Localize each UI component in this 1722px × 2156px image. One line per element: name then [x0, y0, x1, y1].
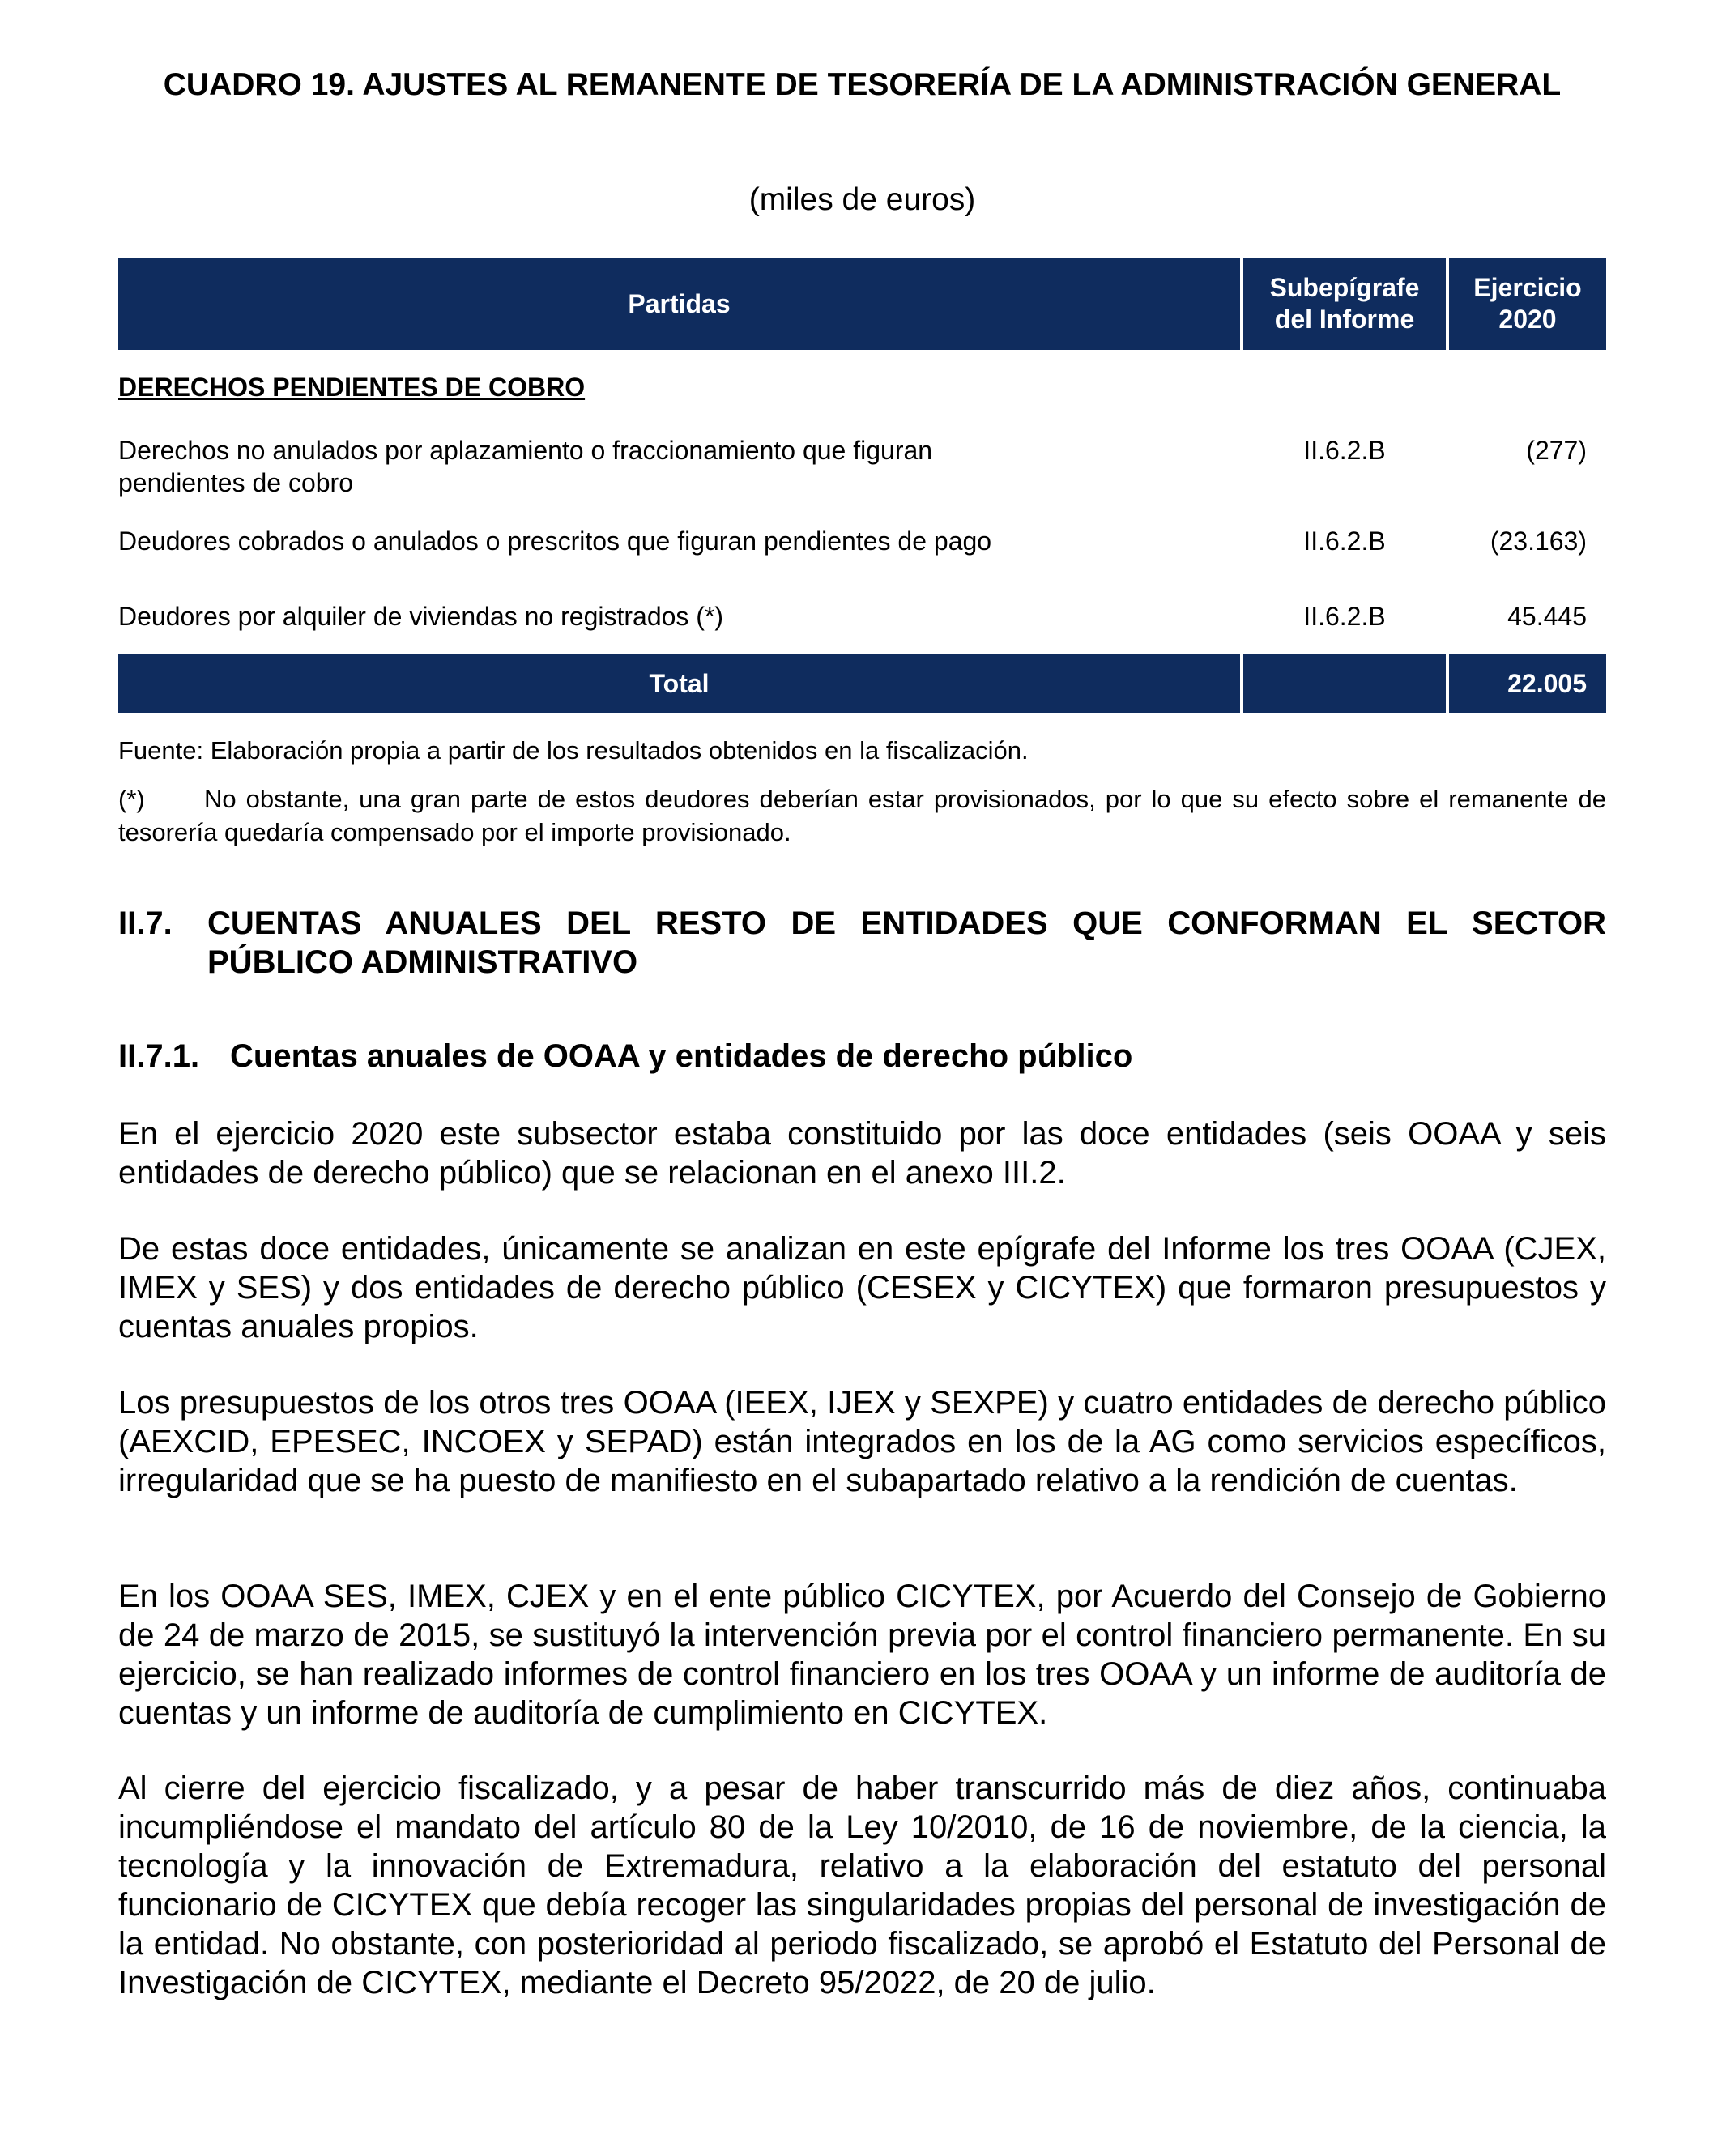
table-row-2-value: (23.163): [1490, 526, 1587, 556]
subsection-title: Cuentas anuales de OOAA y entidades de derecho público: [230, 1038, 1133, 1074]
table-header-subepigrafe-label: Subepígrafe del Informe: [1269, 273, 1420, 334]
section-title-line2: PÚBLICO ADMINISTRATIVO: [207, 944, 638, 980]
table-row-1-value: (277): [1526, 436, 1587, 465]
table-row-2-description: Deudores cobrados o anulados o prescritos que figuran pendientes de pago: [118, 526, 992, 556]
table-header-ejercicio: [1449, 258, 1606, 350]
table-footnote: [118, 782, 1606, 849]
paragraph-1: En el ejercicio 2020 este subsector estaba constituido por las doce entidades (seis OOAA y seis entidades de derecho público) que se relacionan en el anexo III.2.: [118, 1116, 1606, 1191]
table-row-2-ref: II.6.2.B: [1303, 526, 1386, 556]
section-heading: [118, 904, 1606, 982]
paragraph-5: Al cierre del ejercicio fiscalizado, y a pesar de haber transcurrido más de diez años, continuaba incumpliéndose el mandato del artículo 80 de la Ley 10/2010, de 16 de noviembre, de la ciencia, la tecnología y la innovación de Extremadura, relativo a la elaboración del estatuto del personal funcionario de CICYTEX que debía recoger las singularidades propias del personal de investigación de la entidad. No obstante, con posterioridad al periodo fiscalizado, se aprobó el Estatuto del Personal de Investigación de CICYTEX, mediante el Decreto 95/2022, de 20 de julio.: [118, 1770, 1606, 2000]
table-total-label: Total: [118, 654, 1240, 713]
table-row-1-description: Derechos no anulados por aplazamiento o fraccionamiento que figuran pendientes de cobro: [118, 436, 933, 497]
table-row-3-value: 45.445: [1507, 602, 1587, 631]
paragraph-3: Los presupuestos de los otros tres OOAA (IEEX, IJEX y SEXPE) y cuatro entidades de derecho público (AEXCID, EPESEC, INCOEX y SEPAD) están integrados en los de la AG como servicios específicos, irregularidad que se ha puesto de manifiesto en el subapartado relativo a la rendición de cuentas.: [118, 1385, 1606, 1498]
subsection-number: II.7.1.: [118, 1038, 200, 1074]
footnote-text: No obstante, una gran parte de estos deudores deberían estar provisionados, por lo que su efecto sobre el remanente de tesorería quedaría compensado por el importe provisionado.: [118, 785, 1606, 846]
section-title-line1: CUENTAS ANUALES DEL RESTO DE ENTIDADES QUE CONFORMAN EL SECTOR: [207, 905, 1606, 941]
table-total-value: 22.005: [1449, 654, 1606, 713]
table-section-heading: DERECHOS PENDIENTES DE COBRO: [118, 373, 586, 402]
table-subtitle: (miles de euros): [748, 182, 976, 217]
section-number: II.7.: [118, 905, 173, 941]
table-header-ejercicio-label: Ejercicio 2020: [1473, 273, 1582, 334]
table-source-note: Fuente: Elaboración propia a partir de los resultados obtenidos en la fiscalización.: [118, 736, 1029, 765]
section-title: [207, 904, 1606, 982]
paragraph-4: En los OOAA SES, IMEX, CJEX y en el ente público CICYTEX, por Acuerdo del Consejo de Gobierno de 24 de marzo de 2015, se sustituyó la intervención previa por el control financiero permanente. En su ejercicio, se han realizado informes de control financiero en los tres OOAA y un informe de auditoría de cuentas y un informe de auditoría de cumplimiento en CICYTEX.: [118, 1579, 1606, 1731]
table-row-3-ref: II.6.2.B: [1303, 602, 1386, 631]
table-row-3-description: Deudores por alquiler de viviendas no registrados (*): [118, 602, 724, 631]
footnote-mark: (*): [118, 785, 145, 813]
table-title: CUADRO 19. AJUSTES AL REMANENTE DE TESORERÍA DE LA ADMINISTRACIÓN GENERAL: [163, 67, 1562, 102]
table-total-empty-cell: [1243, 654, 1446, 713]
paragraph-2: De estas doce entidades, únicamente se analizan en este epígrafe del Informe los tres OOAA (CJEX, IMEX y SES) y dos entidades de derecho público (CESEX y CICYTEX) que formaron presupuestos y cuentas anuales propios.: [118, 1231, 1606, 1344]
table-header-subepigrafe: [1243, 258, 1446, 350]
table-row-1-ref: II.6.2.B: [1303, 436, 1386, 465]
table-header-partidas: Partidas: [118, 258, 1240, 350]
subsection-heading: [118, 1037, 1132, 1076]
